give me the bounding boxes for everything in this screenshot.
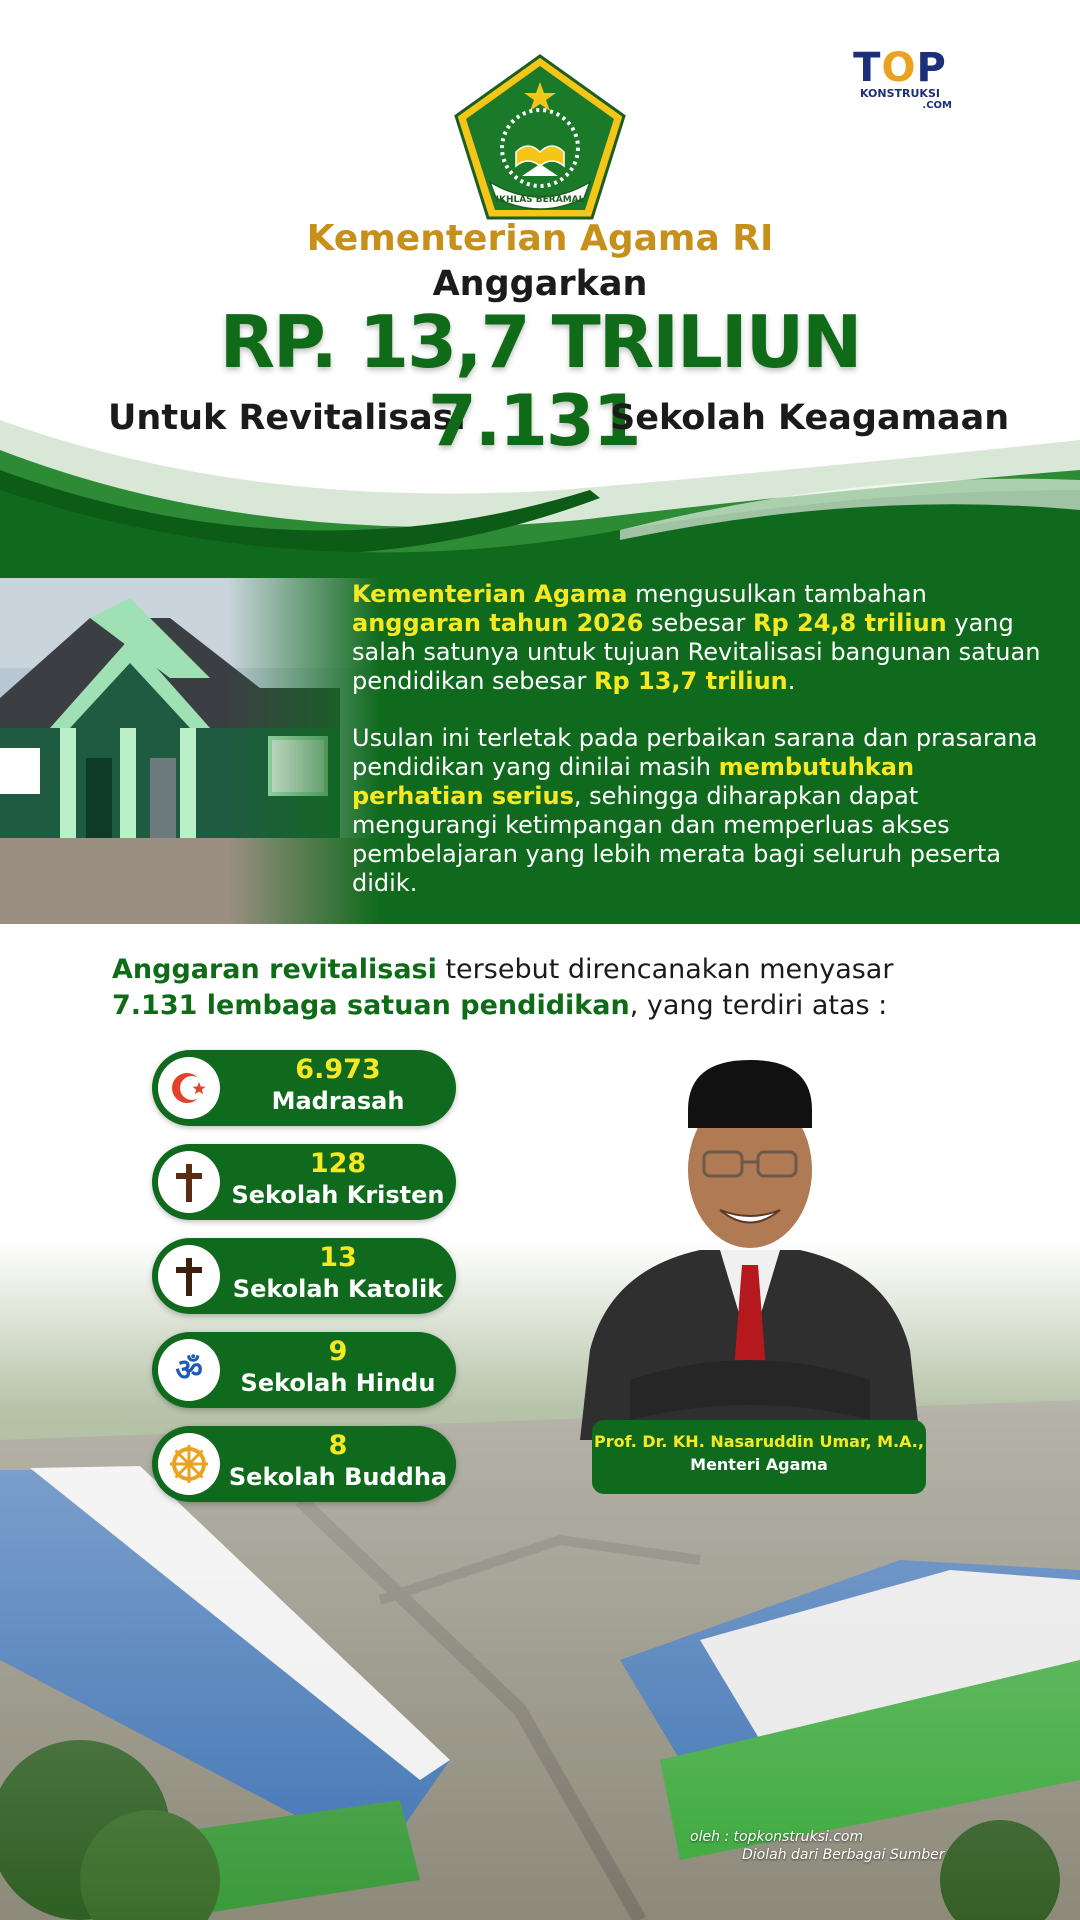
svg-text:ॐ: ॐ: [175, 1353, 203, 1388]
header-for-text: Untuk Revitalisasi: [108, 398, 466, 438]
breakdown-item-kristen: [152, 1144, 456, 1220]
target-highlight-budget: Anggaran revitalisasi: [112, 954, 437, 985]
credit-author: oleh : topkonstruksi.com: [690, 1829, 864, 1845]
intro-paragraph-2: [352, 724, 1052, 898]
breakdown-label: Sekolah Buddha: [228, 1463, 448, 1491]
highlight-revitalization-budget: Rp 13,7 triliun: [594, 667, 788, 695]
target-highlight-institutions: 7.131 lembaga satuan pendidikan: [112, 990, 630, 1021]
school-building-photo: [0, 578, 380, 924]
cross-icon: [158, 1151, 220, 1213]
minister-caption: [592, 1420, 926, 1494]
breakdown-label: Sekolah Kristen: [231, 1181, 445, 1209]
para1-text: sebesar: [643, 609, 753, 637]
kemenag-emblem-icon: [452, 52, 628, 222]
om-icon: [158, 1339, 220, 1401]
breakdown-value: 8: [328, 1430, 348, 1461]
para1-text: yang salah satunya untuk tujuan Revitalisasi bangunan satuan pendidikan sebesar: [352, 609, 1041, 695]
minister-name: Prof. Dr. KH. Nasaruddin Umar, M.A.,: [594, 1432, 924, 1451]
breakdown-value: 9: [328, 1336, 348, 1367]
emblem-motto: IKHLAS BERAMAL: [495, 195, 585, 205]
logo-sub: KONSTRUKSI: [860, 87, 940, 100]
para2-text: Usulan ini terletak pada perbaikan sarana dan prasarana pendidikan yang dinilai masih: [352, 724, 1038, 781]
breakdown-item-buddha: [152, 1426, 456, 1502]
target-text: , yang terdiri atas :: [629, 990, 888, 1021]
dharma-wheel-icon: [158, 1433, 220, 1495]
cross-icon: [158, 1245, 220, 1307]
header-school-type: Sekolah Keagamaan: [610, 398, 1010, 438]
logo-wordmark: TOP: [853, 45, 947, 91]
intro-paragraph-1: [352, 580, 1052, 696]
minister-role: Menteri Agama: [690, 1455, 828, 1474]
header-verb: Anggarkan: [432, 264, 648, 304]
target-intro: [112, 952, 1012, 1024]
breakdown-label: Sekolah Hindu: [240, 1369, 436, 1397]
para1-text: mengusulkan tambahan: [627, 580, 927, 608]
credit-source: Diolah dari Berbagai Sumber: [742, 1847, 945, 1863]
highlight-total-budget: Rp 24,8 triliun: [753, 609, 947, 637]
highlight-serious-attention: membutuhkan perhatian serius: [352, 753, 915, 810]
breakdown-item-katolik: [152, 1238, 456, 1314]
highlight-budget-year: anggaran tahun 2026: [352, 609, 644, 637]
breakdown-item-hindu: [152, 1332, 456, 1408]
header-ministry: Kementerian Agama RI: [306, 218, 774, 259]
topkonstruksi-logo: [840, 45, 960, 111]
minister-portrait: [570, 1050, 930, 1440]
breakdown-value: 13: [319, 1242, 357, 1273]
budget-amount: RP. 13,7 TRILIUN: [219, 300, 861, 384]
logo-domain: .COM: [922, 100, 952, 111]
breakdown-label: Sekolah Katolik: [232, 1275, 444, 1303]
para2-text: , sehingga diharapkan dapat mengurangi ketimpangan dan memperluas akses pembelajaran yang lebih merata bagi seluruh peserta didik.: [352, 782, 1001, 897]
crescent-star-icon: [158, 1057, 220, 1119]
target-text: tersebut direncanakan menyasar: [436, 954, 894, 985]
breakdown-value: 6.973: [295, 1054, 381, 1085]
breakdown-item-madrasah: [152, 1050, 456, 1126]
para1-text: .: [787, 667, 796, 695]
source-credit: [690, 1828, 970, 1864]
breakdown-value: 128: [309, 1148, 367, 1179]
breakdown-label: Madrasah: [271, 1087, 405, 1115]
school-count: 7.131: [428, 380, 640, 462]
highlight-ministry: Kementerian Agama: [352, 580, 628, 608]
